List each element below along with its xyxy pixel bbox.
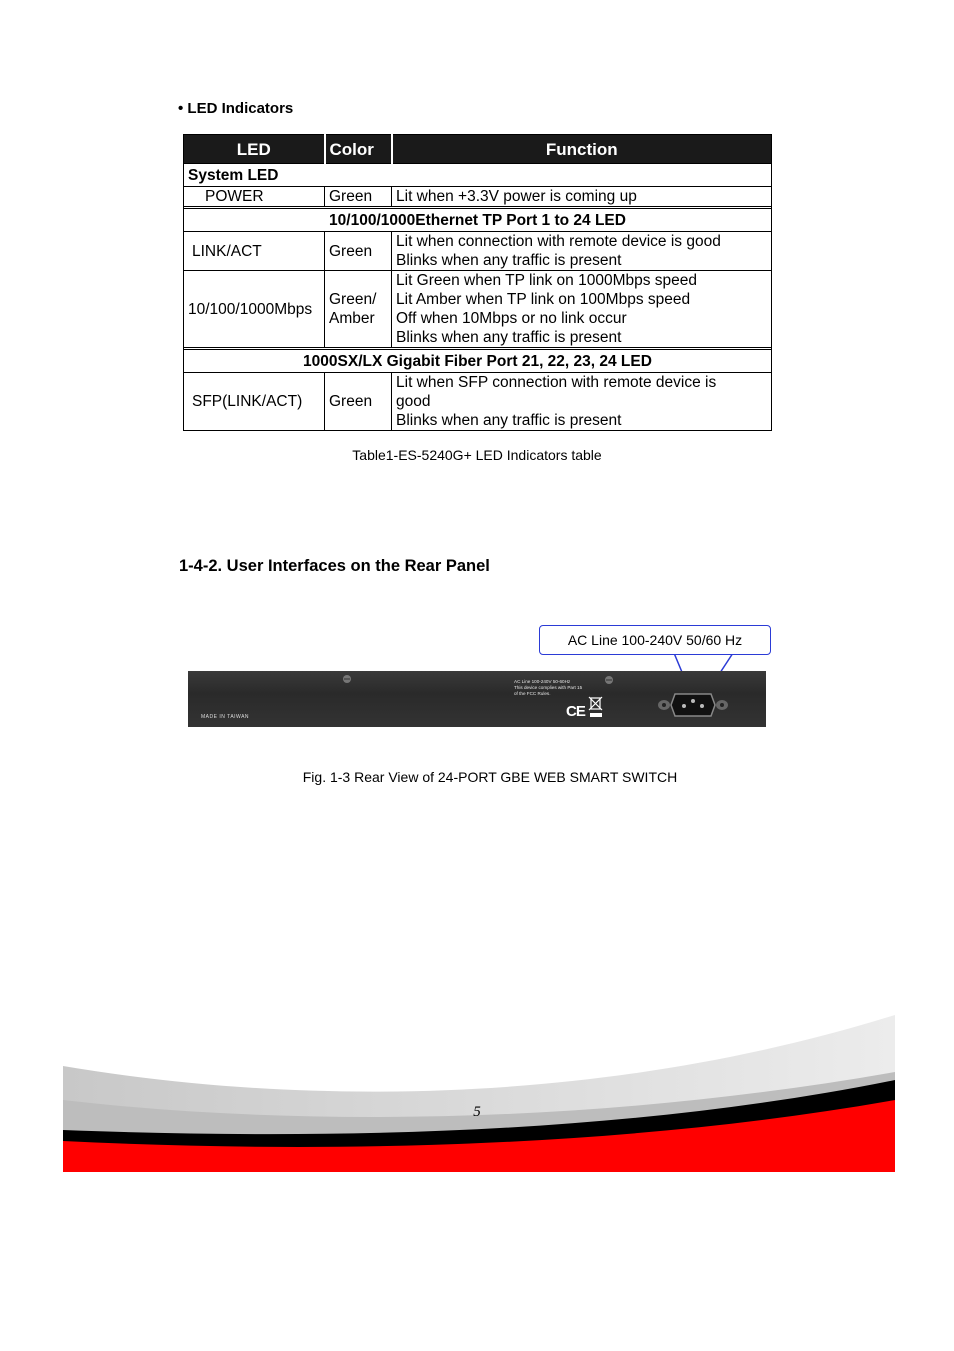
ce-mark: CE [566, 703, 585, 720]
screw-icon [342, 674, 352, 684]
header-function: Function [392, 135, 772, 164]
figure-caption: Fig. 1-3 Rear View of 24-PORT GBE WEB SMART SWITCH [302, 769, 678, 785]
header-led: LED [184, 135, 325, 164]
table-caption: Table1-ES-5240G+ LED Indicators table [352, 447, 602, 463]
function-line: good [396, 393, 431, 410]
function-line: Lit when connection with remote device is good [396, 233, 721, 250]
cell-function-power: Lit when +3.3V power is coming up [392, 187, 772, 207]
made-in-label: MADE IN TAIWAN [201, 714, 250, 720]
function-line: Blinks when any traffic is present [396, 329, 622, 346]
function-line: Lit Green when TP link on 1000Mbps speed [396, 272, 698, 289]
function-line: Lit when SFP connection with remote device is [396, 374, 717, 391]
cell-led-link: LINK/ACT [184, 232, 325, 271]
header-color: Color [325, 135, 392, 164]
function-line: Blinks when any traffic is present [396, 252, 622, 269]
cell-led-power: POWER [184, 187, 325, 207]
ac-power-socket-icon [655, 688, 731, 722]
cell-color-link: Green [325, 232, 392, 271]
ac-line-callout: AC Line 100-240V 50/60 Hz [539, 625, 771, 655]
rear-panel-heading: 1-4-2. User Interfaces on the Rear Panel [179, 557, 490, 575]
section-title-fiber: 1000SX/LX Gigabit Fiber Port 21, 22, 23, 24 LED [184, 350, 772, 373]
section-title-tp: 10/100/1000Ethernet TP Port 1 to 24 LED [184, 209, 772, 232]
cell-led-sfp: SFP(LINK/ACT) [184, 373, 325, 431]
cell-led-speed: 10/100/1000Mbps [184, 271, 325, 348]
panel-label-line: of the FCC Rules. [514, 691, 551, 696]
section-heading: • LED Indicators [178, 100, 294, 117]
weee-bin-icon [588, 694, 604, 720]
panel-rating-label [514, 679, 594, 697]
function-line: Blinks when any traffic is present [396, 412, 622, 429]
function-line: Lit Amber when TP link on 100Mbps speed [396, 291, 691, 308]
panel-label-line: This device complies with Part 15 [514, 685, 583, 690]
panel-label-line: AC Line 100-240V 50-60Hz [514, 679, 571, 684]
cell-color-sfp: Green [325, 373, 392, 431]
footer-swoosh-graphic [63, 1010, 895, 1172]
page-number: 5 [473, 1104, 481, 1120]
function-line: Off when 10Mbps or no link occur [396, 310, 627, 327]
cell-color-power: Green [325, 187, 392, 207]
color-line: Green/ [329, 291, 377, 308]
color-line: Amber [329, 310, 375, 327]
section-title-system: System LED [184, 164, 772, 187]
screw-icon [604, 675, 614, 685]
